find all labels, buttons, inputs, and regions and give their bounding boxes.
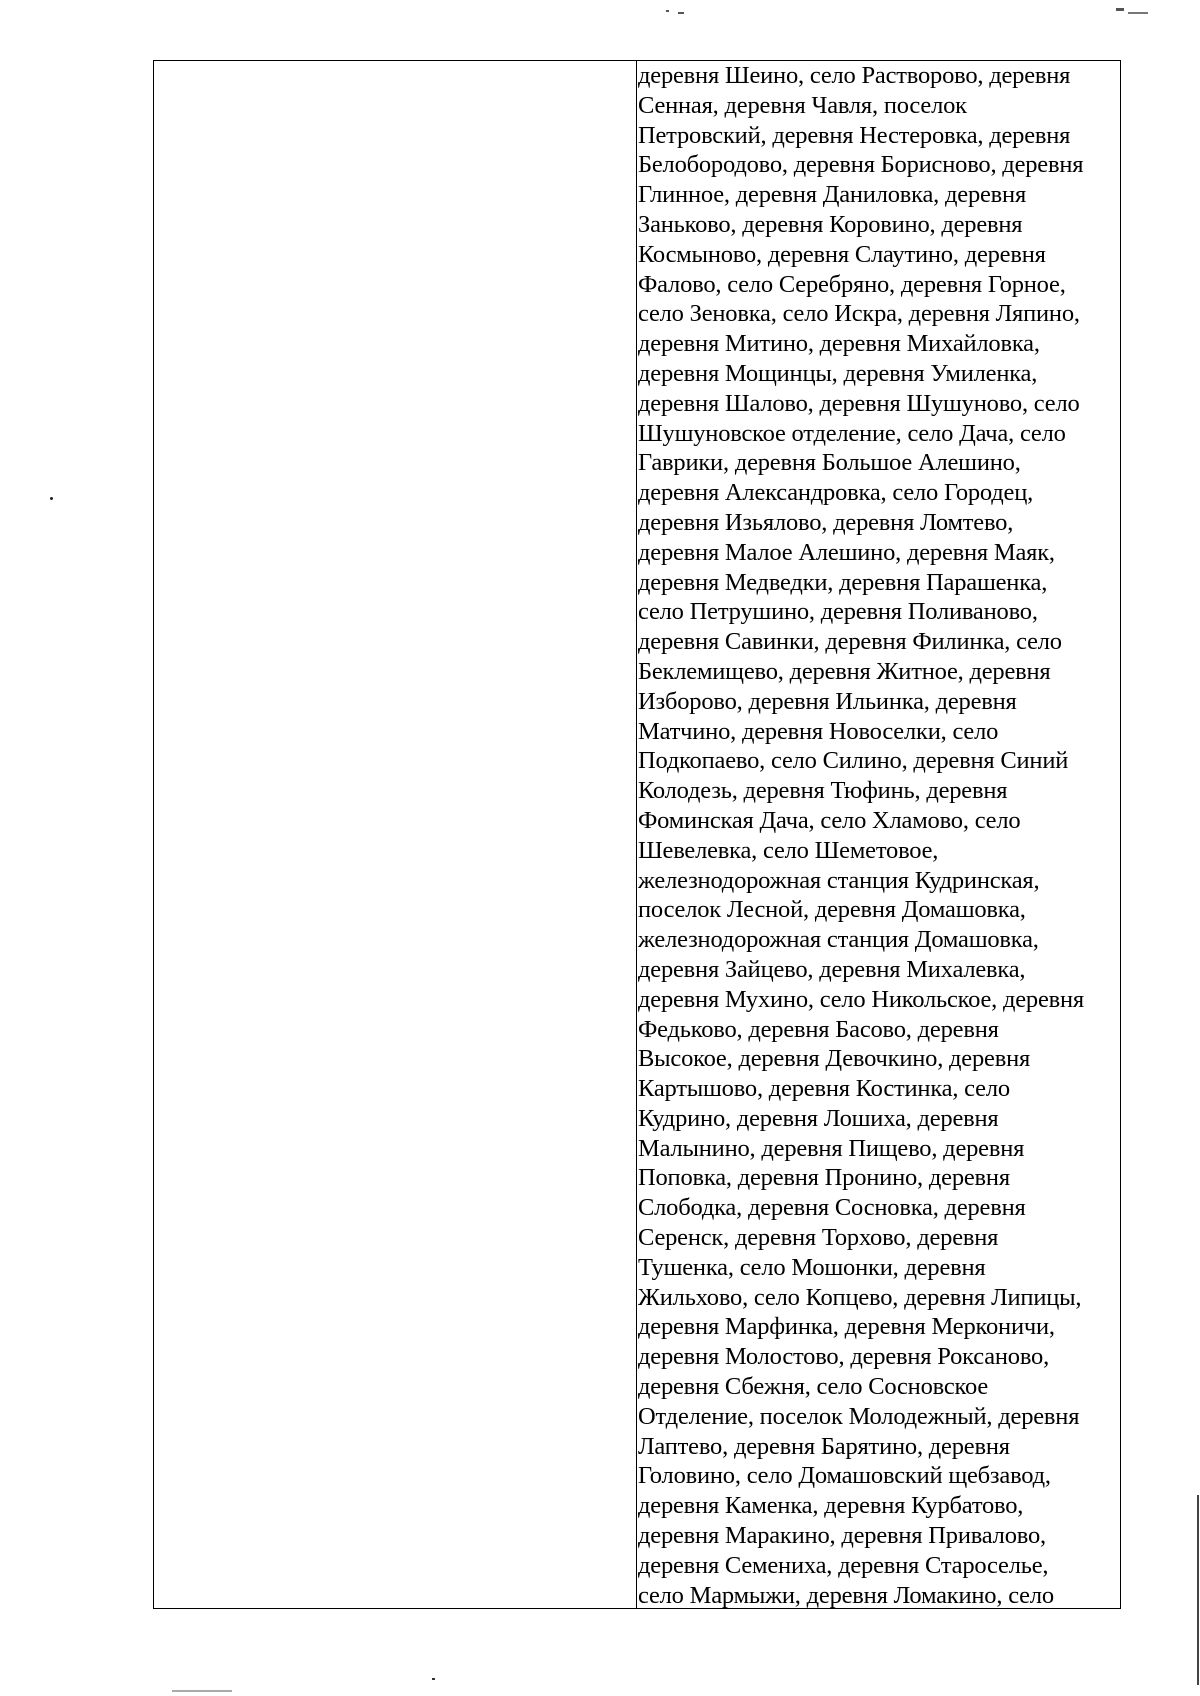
text-line: Фоминская Дача, село Хламово, село: [638, 806, 1021, 834]
table-cell-right: [637, 61, 1120, 1608]
text-line: Фалово, село Серебряно, деревня Горное,: [638, 270, 1066, 298]
text-line: железнодорожная станция Домашовка,: [638, 926, 1039, 954]
text-line: деревня Каменка, деревня Курбатово,: [638, 1492, 1024, 1520]
scan-speck: [50, 497, 53, 500]
scan-speck: [432, 1678, 435, 1680]
text-line: деревня Шеино, село Растворово, деревня: [638, 62, 1071, 89]
text-line: Гаврики, деревня Большое Алешино,: [638, 449, 1021, 477]
text-line: Тушенка, село Мошонки, деревня: [638, 1253, 986, 1281]
text-line: деревня Изьялово, деревня Ломтево,: [638, 508, 1014, 536]
scan-speck: [1116, 8, 1124, 11]
text-line: поселок Лесной, деревня Домашовка,: [638, 896, 1026, 924]
text-line: деревня Малое Алешино, деревня Маяк,: [638, 538, 1055, 566]
text-line: Высокое, деревня Девочкино, деревня: [638, 1045, 1031, 1073]
text-line: Подкопаево, село Силино, деревня Синий: [638, 747, 1069, 775]
text-line: деревня Марфинка, деревня Мерконичи,: [638, 1313, 1055, 1341]
text-line: Поповка, деревня Пронино, деревня: [638, 1164, 1010, 1192]
document-table: [153, 60, 1121, 1609]
text-line: деревня Шалово, деревня Шушуново, село: [638, 389, 1080, 417]
text-line: деревня Медведки, деревня Парашенка,: [638, 568, 1048, 596]
text-line: Кудрино, деревня Лошиха, деревня: [638, 1104, 999, 1132]
scan-speck: [678, 12, 684, 14]
text-line: деревня Мощинцы, деревня Умиленка,: [638, 359, 1038, 387]
text-line: село Мармыжи, деревня Ломакино, село: [638, 1581, 1054, 1608]
text-line: село Петрушино, деревня Поливаново,: [638, 598, 1038, 626]
text-line: железнодорожная станция Кудринская,: [638, 866, 1040, 894]
text-line: Заньково, деревня Коровино, деревня: [638, 210, 1023, 238]
text-line: деревня Молостово, деревня Роксаново,: [638, 1343, 1050, 1371]
text-line: деревня Зайцево, деревня Михалевка,: [638, 955, 1026, 983]
scan-speck: [666, 10, 669, 12]
text-line: Шушуновское отделение, село Дача, село: [638, 419, 1066, 447]
text-line: Головино, село Домашовский щебзавод,: [638, 1462, 1051, 1490]
text-line: деревня Митино, деревня Михайловка,: [638, 330, 1040, 358]
text-line: Картышово, деревня Костинка, село: [638, 1075, 1010, 1103]
text-line: Малынино, деревня Пищево, деревня: [638, 1134, 1025, 1162]
text-line: Матчино, деревня Новоселки, село: [638, 717, 999, 745]
text-line: Белобородово, деревня Борисново, деревня: [638, 151, 1084, 179]
text-line: Беклемищево, деревня Житное, деревня: [638, 657, 1051, 685]
text-line: Жильхово, село Копцево, деревня Липицы,: [638, 1283, 1082, 1311]
text-line: Серенск, деревня Торхово, деревня: [638, 1224, 999, 1252]
text-line: Лаптево, деревня Барятино, деревня: [638, 1432, 1010, 1460]
text-line: Глинное, деревня Даниловка, деревня: [638, 181, 1027, 209]
text-line: Федьково, деревня Басово, деревня: [638, 1015, 999, 1043]
table-cell-left-empty: [154, 61, 637, 1608]
text-line: деревня Семениха, деревня Староселье,: [638, 1551, 1049, 1579]
text-line: деревня Александровка, село Городец,: [638, 479, 1034, 507]
text-line: Изборово, деревня Ильинка, деревня: [638, 687, 1017, 715]
scan-speck: [1128, 12, 1148, 14]
text-line: Колодезь, деревня Тюфинь, деревня: [638, 777, 1008, 805]
text-line: деревня Сбежня, село Сосновское: [638, 1373, 989, 1401]
text-line: Петровский, деревня Нестеровка, деревня: [638, 121, 1071, 149]
text-line: село Зеновка, село Искра, деревня Ляпино,: [638, 300, 1080, 328]
text-line: Отделение, поселок Молодежный, деревня: [638, 1402, 1080, 1430]
scan-edge-line: [1197, 1495, 1199, 1685]
text-line: Слободка, деревня Сосновка, деревня: [638, 1194, 1026, 1222]
text-line: Сенная, деревня Чавля, поселок: [638, 91, 967, 119]
text-line: деревня Маракино, деревня Привалово,: [638, 1522, 1046, 1550]
text-line: деревня Мухино, село Никольское, деревня: [638, 985, 1084, 1013]
text-line: Шевелевка, село Шеметовое,: [638, 836, 939, 864]
text-line: Космыново, деревня Слаутино, деревня: [638, 240, 1046, 268]
scan-speck: [172, 1690, 232, 1692]
text-line: деревня Савинки, деревня Филинка, село: [638, 628, 1062, 656]
